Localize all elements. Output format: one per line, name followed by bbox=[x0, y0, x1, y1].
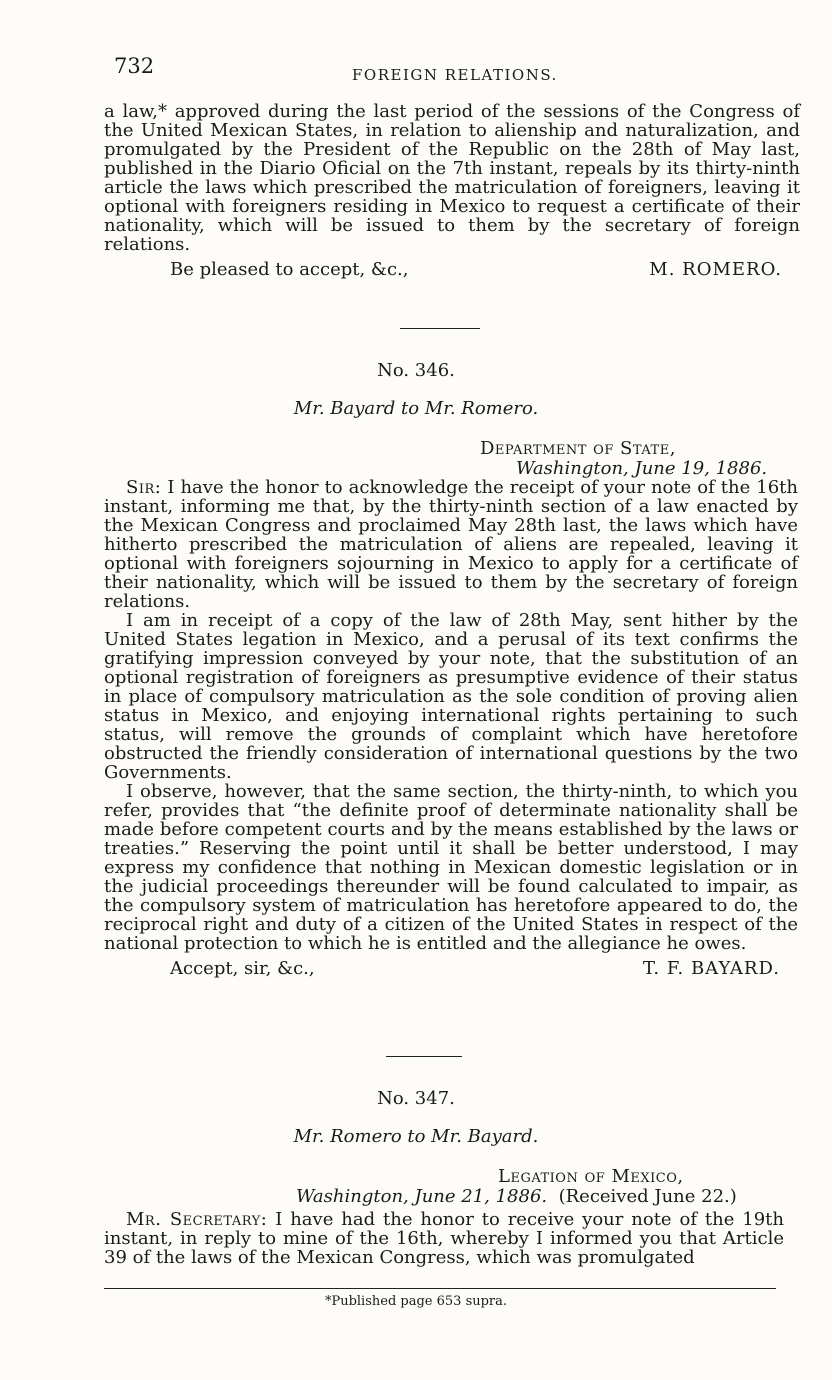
closing-phrase: Accept, sir, &c., bbox=[170, 958, 315, 979]
letter-346 bbox=[104, 478, 798, 981]
running-title: FOREIGN RELATIONS. bbox=[352, 66, 558, 84]
signature: M. ROMERO. bbox=[649, 259, 782, 280]
salutation: Sir: bbox=[126, 477, 162, 498]
paragraph-1 bbox=[104, 478, 798, 611]
letter-closing bbox=[104, 254, 800, 282]
footnote: *Published page 653 supra. bbox=[324, 1294, 508, 1309]
section-divider bbox=[400, 328, 480, 329]
paragraph-2: I am in receipt of a copy of the law of 28th May, sent hither by the United States legation in Mexico, and a perusal of its text confirms the gratifying impression conveyed by your note, that the substitution of an optional registration of foreigners as presumptive evidence of their status in place of compulsory matriculation as the sole condition of proving alien status in Mexico, and enjoying international rights pertaining to such status, will remove the grounds of complaint which have heretofore obstructed the friendly consideration of international questions by the two Governments. bbox=[104, 610, 798, 783]
document-number: No. 347. bbox=[377, 1088, 455, 1109]
place-date-line bbox=[296, 1186, 737, 1207]
footnote-rule bbox=[104, 1288, 776, 1289]
page-number: 732 bbox=[114, 54, 155, 78]
closing-phrase: Be pleased to accept, &c., bbox=[170, 259, 409, 280]
received-date: (Received June 22.) bbox=[558, 1186, 737, 1207]
signature: T. F. BAYARD. bbox=[643, 958, 780, 979]
document-title: Mr. Bayard to Mr. Romero. bbox=[293, 398, 539, 419]
department-heading: Department of State, bbox=[480, 438, 676, 459]
document-number: No. 346. bbox=[377, 360, 455, 381]
paragraph-1 bbox=[104, 1210, 784, 1267]
place-date: Washington, June 21, 1886. bbox=[296, 1186, 548, 1207]
paragraph-1-text: I have had the honor to receive your note of the 19th instant, in reply to mine of the 16th, whereby I informed you that Article 39 of the laws of the Mexican Congress, which was promulgated bbox=[104, 1209, 784, 1268]
letter-closing bbox=[104, 953, 798, 981]
page-header bbox=[114, 54, 804, 84]
document-title: Mr. Romero to Mr. Bayard. bbox=[293, 1126, 539, 1147]
paragraph-1-text: I have the honor to acknowledge the receipt of your note of the 16th instant, informing me that, by the thirty-ninth section of a law enacted by the Mexican Congress and proclaimed May 28th last, the laws which have hitherto prescribed the matriculation of aliens are repealed, leaving it optional with foreigners sojourning in Mexico to apply for a certificate of their nationality, which will be issued to them by the secretary of foreign relations. bbox=[104, 477, 798, 612]
letter-347 bbox=[104, 1210, 784, 1267]
section-divider bbox=[386, 1056, 462, 1057]
paragraph-3: I observe, however, that the same section, the thirty-ninth, to which you refer, provides that “the definite proof of determinate nationality shall be made before competent courts and by the means established by the laws or treaties.” Reserving the point until it shall be better understood, I may express my confidence that nothing in Mexican domestic legislation or in the judicial proceedings thereunder will be found calculated to impair, as the compulsory system of matriculation has heretofore appeared to do, the reciprocal right and duty of a citizen of the United States in respect of the national protection to which he is entitled and the allegiance he owes. bbox=[104, 781, 798, 954]
letter-body: a law,* approved during the last period of the sessions of the Congress of the United Mexican States, in relation to alienship and naturalization, and promulgated by the President of the Republic on the 28th of May last, published in the Diario Oficial on the 7th instant, repeals by its thirty-ninth article the laws which prescribed the matriculation of foreigners, leaving it optional with foreigners residing in Mexico to request a certificate of their nationality, which will be issued to them by the secretary of foreign relations. bbox=[104, 101, 800, 255]
letter-continuation bbox=[104, 102, 800, 282]
salutation: Mr. Secretary: bbox=[126, 1209, 268, 1230]
place-date: Washington, June 19, 1886. bbox=[516, 458, 768, 479]
department-heading: Legation of Mexico, bbox=[498, 1166, 684, 1187]
